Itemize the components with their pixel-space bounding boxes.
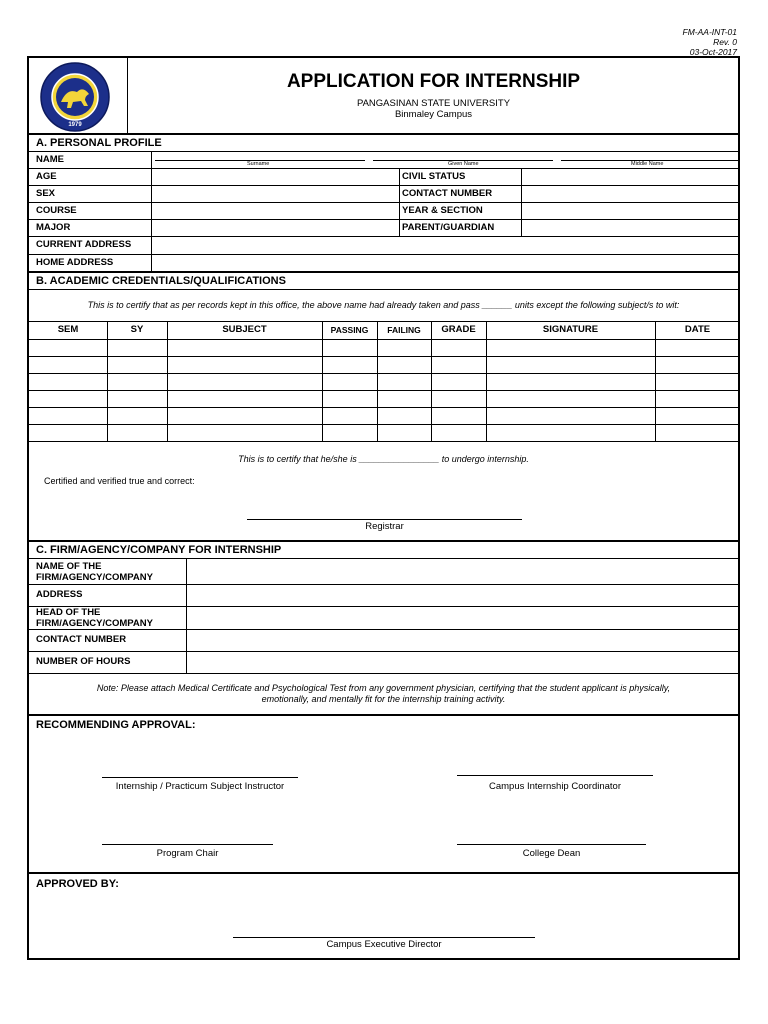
col-sem: SEM xyxy=(57,324,79,335)
executive-director-signature-line[interactable] xyxy=(233,937,535,938)
certify-internship-text: This is to certify that he/she is ________________ to undergo internship. xyxy=(238,454,529,464)
certify-text: This is to certify that as per records kept in this office, the above name had already taken and pass ______ units except the following subject/s to wit: xyxy=(87,300,680,310)
col-signature: SIGNATURE xyxy=(542,324,599,335)
firm-contact-field[interactable] xyxy=(187,630,740,651)
firm-address-label: ADDRESS xyxy=(36,589,83,600)
form-frame xyxy=(27,56,740,960)
surname-sublabel: Surname xyxy=(247,161,270,167)
grades-table xyxy=(29,321,738,442)
firm-head-field[interactable] xyxy=(187,607,740,629)
firm-contact-label: CONTACT NUMBER xyxy=(36,634,127,645)
dean-signature-line[interactable] xyxy=(457,844,646,845)
campus-name: Binmaley Campus xyxy=(394,109,473,120)
parent-guardian-field[interactable] xyxy=(522,220,740,237)
contact-number-field[interactable] xyxy=(522,186,740,203)
col-failing: FAILING xyxy=(387,325,421,335)
sex-field[interactable] xyxy=(152,186,399,203)
home-address-field[interactable] xyxy=(152,255,740,272)
middle-name-sublabel: Middle Name xyxy=(631,161,664,167)
year-section-label: YEAR & SECTION xyxy=(402,205,483,216)
civil-status-field[interactable] xyxy=(522,169,740,186)
hours-field[interactable] xyxy=(187,652,740,673)
firm-address-field[interactable] xyxy=(187,585,740,606)
coordinator-label: Campus Internship Coordinator xyxy=(488,781,621,792)
name-label: NAME xyxy=(36,154,64,165)
instructor-signature-line[interactable] xyxy=(102,777,298,778)
section-c-heading: C. FIRM/AGENCY/COMPANY FOR INTERNSHIP xyxy=(36,544,282,556)
firm-name-field[interactable] xyxy=(187,559,740,584)
current-address-field[interactable] xyxy=(152,237,740,254)
executive-director-label: Campus Executive Director xyxy=(326,939,442,950)
form-number: FM-AA-INT-01 xyxy=(682,27,737,37)
approved-by-heading: APPROVED BY: xyxy=(36,878,119,890)
age-field[interactable] xyxy=(152,169,399,186)
year-section-field[interactable] xyxy=(522,203,740,220)
coordinator-signature-line[interactable] xyxy=(457,775,653,776)
program-chair-label: Program Chair xyxy=(156,848,219,859)
col-passing: PASSING xyxy=(330,325,369,335)
recommending-approval-heading: RECOMMENDING APPROVAL: xyxy=(36,719,196,731)
col-subject: SUBJECT xyxy=(222,324,267,335)
contact-number-label: CONTACT NUMBER xyxy=(402,188,493,199)
form-title: APPLICATION FOR INTERNSHIP xyxy=(286,71,581,92)
form-revision: Rev. 0 xyxy=(713,37,737,47)
svg-text:1979: 1979 xyxy=(68,122,82,128)
col-sy: SY xyxy=(130,324,144,335)
col-grade: GRADE xyxy=(441,324,476,335)
instructor-label: Internship / Practicum Subject Instructor xyxy=(115,781,285,792)
registrar-label: Registrar xyxy=(365,521,404,532)
section-b-heading: B. ACADEMIC CREDENTIALS/QUALIFICATIONS xyxy=(36,275,286,287)
firm-name-label: NAME OF THE FIRM/AGENCY/COMPANY xyxy=(36,561,153,583)
program-chair-signature-line[interactable] xyxy=(102,844,273,845)
sex-label: SEX xyxy=(36,188,56,199)
note-text: Note: Please attach Medical Certificate and Psychological Test from any government physician, certifying that the student applicant is physically, emotionally, and mentally fit for the internship training activity. xyxy=(96,683,671,704)
form-code xyxy=(683,27,737,57)
course-field[interactable] xyxy=(152,203,399,220)
age-label: AGE xyxy=(36,171,57,182)
certified-verified-text: Certified and verified true and correct: xyxy=(44,476,195,486)
form-date: 03-Oct-2017 xyxy=(689,47,737,57)
hours-label: NUMBER OF HOURS xyxy=(36,656,131,667)
registrar-signature-line[interactable] xyxy=(247,519,522,520)
university-name: PANGASINAN STATE UNIVERSITY xyxy=(356,98,511,109)
university-seal-logo xyxy=(37,62,113,132)
civil-status-label: CIVIL STATUS xyxy=(402,171,466,182)
parent-guardian-label: PARENT/GUARDIAN xyxy=(402,222,495,233)
major-label: MAJOR xyxy=(36,222,71,233)
home-address-label: HOME ADDRESS xyxy=(36,257,114,268)
current-address-label: CURRENT ADDRESS xyxy=(36,239,132,250)
section-a-heading: A. PERSONAL PROFILE xyxy=(36,137,162,149)
given-name-sublabel: Given Name xyxy=(448,161,479,167)
firm-head-label: HEAD OF THE FIRM/AGENCY/COMPANY xyxy=(36,607,153,629)
course-label: COURSE xyxy=(36,205,77,216)
dean-label: College Dean xyxy=(522,848,581,859)
major-field[interactable] xyxy=(152,220,399,237)
col-date: DATE xyxy=(684,324,711,335)
